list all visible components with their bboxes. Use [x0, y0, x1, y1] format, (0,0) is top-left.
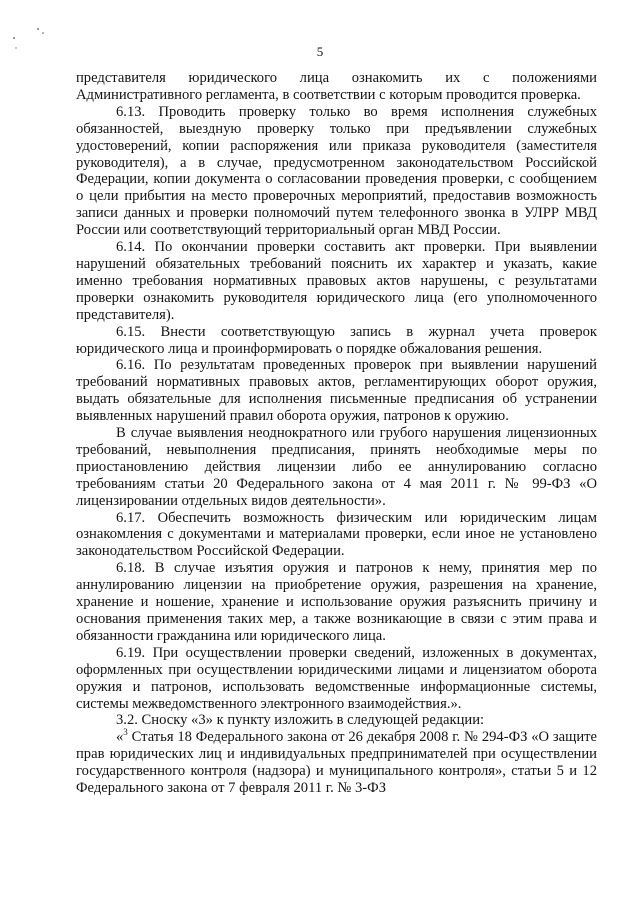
paragraph-6-14: 6.14. По окончании проверки составить акт проверки. При выявлении нарушений обязательных требований пояснить их характер и указать, какие именно требования нормативных правовых актов нарушены, с результатами проверки ознакомить руководителя юридического лица (его уполномоченного представителя). — [76, 239, 597, 323]
open-quote: « — [116, 729, 124, 746]
paragraph-6-13: 6.13. Проводить проверку только во время исполнения служебных обязанностей, выездную проверку только при предъявлении служебных удостоверений, копии распоряжения или приказа руководителя (заместителя руководителя), а в случае, предусмотренном законодательством Российской Федерации, копии документа о согласовании проведения проверки, с сообщением о цели прибытия на место проверочных мероприятий, предоставив возможность записи данных и проверки полномочий путем телефонного звонка в УЛРР МВД России или соответствующий территориальный орган МВД России. — [76, 103, 597, 239]
footnote-paragraph — [76, 729, 597, 797]
paragraph-3-2: 3.2. Сноску «3» к пункту изложить в следующей редакции: — [116, 712, 485, 729]
footnote-marker: 3 — [123, 727, 128, 738]
paragraph-6-16: 6.16. По результатам проведенных проверок при выявлении нарушений требований нормативных правовых актов, регламентирующих оборот оружия, выдать обязательные для исполнения письменные предписания об устранении выявленных нарушений правил оборота оружия, патронов к оружию. — [76, 357, 597, 425]
paragraph: представителя юридического лица ознакомить их с положениями Административного регламента, в соответствии с которым проводится проверка. — [76, 70, 597, 103]
paragraph-6-16-continued: В случае выявления неоднократного или грубого нарушения лицензионных требований, невыполнения предписания, принять необходимые меры по приостановлению действия лицензии либо ее аннулированию согласно требованиям статьи 20 Федерального закона от 4 мая 2011 г. № 99-ФЗ «О лицензировании отдельных видов деятельности». — [76, 425, 597, 509]
paragraph-6-19: 6.19. При осуществлении проверки сведений, изложенных в документах, оформленных при осуществлении юридическими лицами и лицензиатом оборота оружия и патронов, использовать ведомственные информационные системы, системы межведомственного электронного взаимодействия.». — [76, 644, 597, 712]
page-number: 5 — [316, 44, 324, 59]
paragraph-6-18: 6.18. В случае изъятия оружия и патронов к нему, принятия мер по аннулированию лицензии на приобретение оружия, разрешения на хранение, хранение и ношение, хранение и использование оружия разъяснить причину и основания применения таких мер, а также возникающие в связи с этим права и обязанности гражданина или юридического лица. — [76, 560, 597, 644]
paragraph-6-17: 6.17. Обеспечить возможность физическим или юридическим лицам ознакомления с документами и материалами проверки, если иное не установлено законодательством Российской Федерации. — [76, 509, 597, 560]
paragraph-6-15: 6.15. Внести соответствующую запись в журнал учета проверок юридического лица и проинформировать о порядке обжалования решения. — [76, 323, 597, 357]
footnote-text: Статья 18 Федерального закона от 26 декабря 2008 г. № 294-ФЗ «О защите прав юридических лиц и индивидуальных предпринимателей при осуществлении государственного контроля (надзора) и муниципального контроля», статьи 5 и 12 Федерального закона от 7 февраля 2011 г. № 3-ФЗ — [76, 729, 597, 797]
document-body — [76, 70, 597, 797]
